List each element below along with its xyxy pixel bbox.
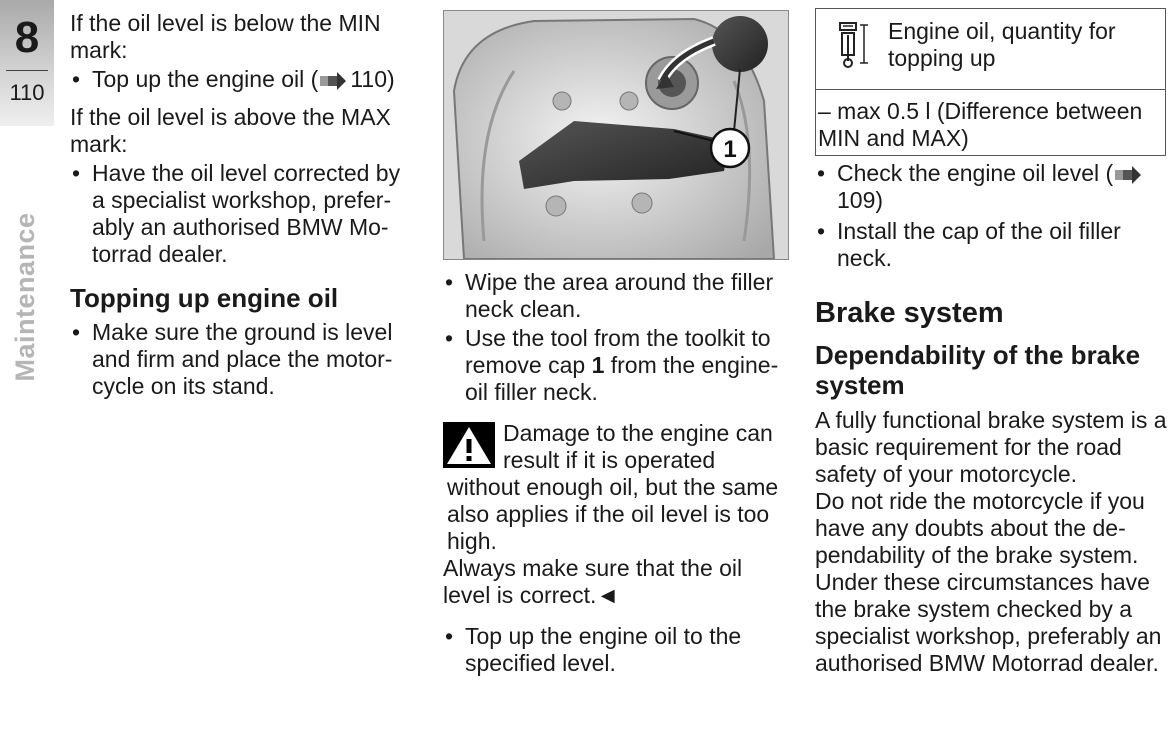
paragraph-below-min: If the oil level is below the MIN mark: <box>70 10 381 63</box>
heading-topping-up: Topping up engine oil <box>70 283 339 313</box>
cylinder-head-illustration <box>444 11 788 259</box>
paragraph-functional-brakes: A fully functional brake system is a basic requirement for the road safety of your motorcycle. <box>815 407 1167 487</box>
spec-header <box>816 9 1165 90</box>
list-item-check-level <box>815 160 1167 214</box>
paragraph-doubts: Do not ride the motorcycle if you have any doubts about the de-pendability of the brake system. Under these circumstances have the brake system checked by a specialist workshop, preferably an authorised BMW Motorrad dealer. <box>815 488 1162 676</box>
list-item-remove-cap <box>443 325 793 406</box>
column-left <box>70 10 415 400</box>
column-right-top <box>815 160 1167 272</box>
end-of-warning-icon: ◄ <box>596 582 620 608</box>
list-item-text: Top up the engine oil ( <box>92 66 319 92</box>
list-item-correct-level: • Have the oil level corrected by a specialist workshop, prefer-ably an authorised BMW Mo-torrad dealer. <box>70 160 415 268</box>
page-reference-arrow-icon <box>320 76 346 86</box>
oil-dipstick-icon <box>838 21 870 69</box>
page-number: 110 <box>9 80 45 105</box>
page-reference[interactable]: 110) <box>350 66 395 92</box>
callout-number: 1 <box>723 136 737 163</box>
chapter-number: 8 <box>14 13 40 62</box>
section-label: Maintenance <box>10 212 40 382</box>
heading-brake-system: Brake system <box>815 297 1004 329</box>
column-right-bottom <box>815 296 1167 677</box>
list-item-wipe: • Wipe the area around the filler neck clean. <box>443 269 793 323</box>
warning-text: Damage to the engine can result if it is operated without enough oil, but the same also applies if the oil level is too high. <box>447 420 779 554</box>
list-item-top-up-level: • Top up the engine oil to the specified level. <box>443 623 793 677</box>
list-item-ground-level: • Make sure the ground is level and firm and place the motor-cycle on its stand. <box>70 319 415 400</box>
chapter-divider <box>6 70 48 71</box>
list-item-install-cap: • Install the cap of the oil filler neck. <box>815 218 1167 272</box>
cap-reference: 1 <box>591 352 605 378</box>
list-item-top-up <box>70 66 415 93</box>
page-reference-arrow-icon <box>1115 170 1141 180</box>
spec-value: – max 0.5 l (Difference between MIN and MAX) <box>818 98 1143 151</box>
list-item-text: Use the tool from the toolkit to remove cap <box>465 325 771 378</box>
spec-table <box>815 8 1166 156</box>
warning-text-2 <box>443 555 793 609</box>
spec-title: Engine oil, quantity for topping up <box>888 18 1116 71</box>
list-item-text: from the engine-oil filler neck. <box>465 352 779 405</box>
heading-dependability: Dependability of the brake system <box>815 340 1141 400</box>
paragraph-above-max: If the oil level is above the MAX mark: <box>70 104 391 157</box>
list-item-text: Check the engine oil level ( <box>837 160 1114 186</box>
warning-text-2-body: Always make sure that the oil level is correct. <box>443 555 743 608</box>
warning-triangle-icon <box>443 422 495 468</box>
warning-block <box>443 420 793 609</box>
engine-photo <box>443 10 789 260</box>
page-reference[interactable]: 109) <box>837 187 884 213</box>
column-middle <box>443 269 793 677</box>
